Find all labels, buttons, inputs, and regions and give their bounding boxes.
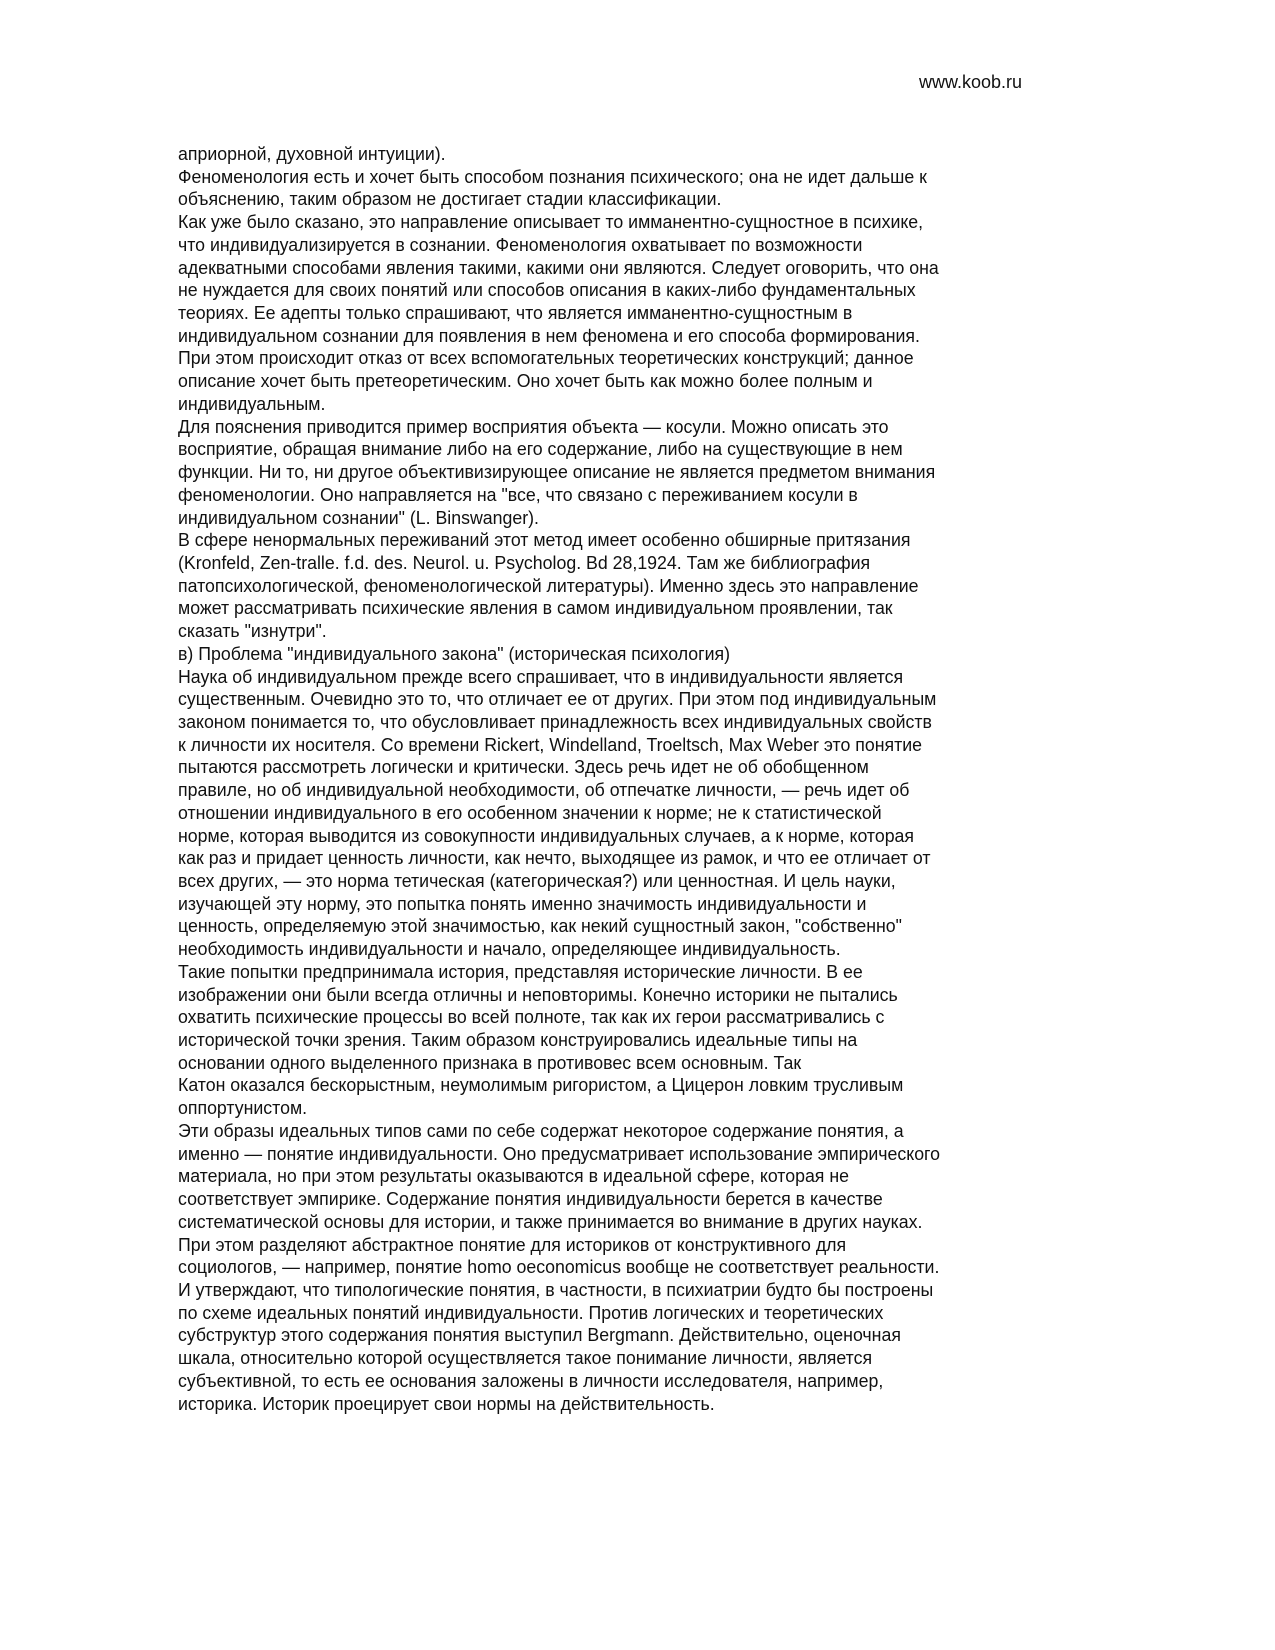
text-line: При этом происходит отказ от всех вспомогательных теоретических конструкций; данное xyxy=(178,347,914,369)
text-line: норме, которая выводится из совокупности индивидуальных случаев, а к норме, которая xyxy=(178,824,915,846)
text-line: субъективной, то есть ее основания заложены в личности исследователя, например, xyxy=(178,1369,884,1391)
text-line: функции. Ни то, ни другое объективизирующее описание не является предметом внимания xyxy=(178,461,936,483)
text-line: как раз и придает ценность личности, как нечто, выходящее из рамок, и что ее отличает от xyxy=(178,847,931,869)
text-line: оппортунистом. xyxy=(178,1097,308,1119)
text-line: объяснению, таким образом не достигает стадии классификации. xyxy=(178,188,722,210)
text-line: может рассматривать психические явления в самом индивидуальном проявлении, так xyxy=(178,597,893,619)
text-line: сказать "изнутри". xyxy=(178,620,327,642)
text-line: Наука об индивидуальном прежде всего спрашивает, что в индивидуальности является xyxy=(178,665,904,687)
text-line: феноменологии. Оно направляется на "все, что связано с переживанием косули в xyxy=(178,483,858,505)
text-line: Катон оказался бескорыстным, неумолимым ригористом, а Цицерон ловким трусливым xyxy=(178,1074,904,1096)
text-line: существенным. Очевидно это то, что отличает ее от других. При этом под индивидуальным xyxy=(178,688,937,710)
text-line: Такие попытки предпринимала история, представляя исторические личности. В ее xyxy=(178,960,863,982)
text-line: охватить психические процессы во всей полноте, так как их герои рассматривались с xyxy=(178,1006,885,1028)
text-line: патопсихологической, феноменологической литературы). Именно здесь это направление xyxy=(178,574,919,596)
text-line: всех других, — это норма тетическая (категорическая?) или ценностная. И цель науки, xyxy=(178,870,896,891)
text-line: по схеме идеальных понятий индивидуальности. Против логических и теоретических xyxy=(178,1301,884,1323)
text-line: соответствует эмпирике. Содержание понятия индивидуальности берется в качестве xyxy=(178,1188,883,1210)
text-line: законом понимается то, что обусловливает принадлежность всех индивидуальных свойств xyxy=(178,710,932,732)
text-line: изображении они были всегда отличны и неповторимы. Конечно историки не пытались xyxy=(178,983,898,1005)
text-line: что индивидуализируется в сознании. Феноменология охватывает по возможности xyxy=(178,233,863,255)
site-header-link[interactable]: www.koob.ru xyxy=(919,72,1023,92)
text-line: восприятие, обращая внимание либо на его содержание, либо на существующие в нем xyxy=(178,438,903,460)
text-line: описание хочет быть претеоретическим. Оно хочет быть как можно более полным и xyxy=(178,370,873,392)
text-line: (Kronfeld, Zen-tralle. f.d. des. Neurol. u. Psycholog. Bd 28,1924. Там же библиография xyxy=(178,551,871,573)
text-line: пытаются рассмотреть логически и критически. Здесь речь идет не об обобщенном xyxy=(178,756,869,778)
text-line: необходимость индивидуальности и начало, определяющее индивидуальность. xyxy=(178,938,841,960)
text-line: априорной, духовной интуиции). xyxy=(178,143,446,164)
text-line: Эти образы идеальных типов сами по себе содержат некоторое содержание понятия, а xyxy=(178,1119,904,1141)
text-line: социологов, — например, понятие homo oeconomicus вообще не соответствует реальности. xyxy=(178,1256,940,1278)
text-line: ценность, определяемую этой значимостью, как некий сущностный закон, "собственно" xyxy=(178,915,902,937)
text-line: индивидуальном сознании" (L. Binswanger). xyxy=(178,506,539,528)
text-line: правиле, но об индивидуальной необходимости, об отпечатке личности, — речь идет об xyxy=(178,779,910,801)
text-line: индивидуальном сознании для появления в нем феномена и его способа формирования. xyxy=(178,324,920,346)
text-line: шкала, относительно которой осуществляется такое понимание личности, является xyxy=(178,1347,873,1369)
text-line: в) Проблема "индивидуального закона" (историческая психология) xyxy=(178,642,731,664)
text-line: не нуждается для своих понятий или способов описания в каких-либо фундаментальных xyxy=(178,279,916,301)
text-line: При этом разделяют абстрактное понятие для историков от конструктивного для xyxy=(178,1233,847,1255)
text-line: отношении индивидуального в его особенном значении к норме; не к статистической xyxy=(178,801,882,823)
text-line: И утверждают, что типологические понятия, в частности, в психиатрии будто бы построены xyxy=(178,1278,934,1300)
text-line: основании одного выделенного признака в противовес всем основным. Так xyxy=(178,1051,802,1073)
text-line: Как уже было сказано, это направление описывает то имманентно-сущностное в психике, xyxy=(178,211,924,233)
text-line: систематической основы для истории, и также принимается во внимание в других науках. xyxy=(178,1210,923,1232)
text-line: субструктур этого содержания понятия выступил Bergmann. Действительно, оценочная xyxy=(178,1324,901,1346)
text-line: именно — понятие индивидуальности. Оно предусматривает использование эмпирического xyxy=(178,1142,941,1164)
text-line: историка. Историк проецирует свои нормы на действительность. xyxy=(178,1392,715,1414)
text-line: Для пояснения приводится пример восприятия объекта — косули. Можно описать это xyxy=(178,415,889,437)
document-body xyxy=(178,143,964,1415)
text-line: В сфере ненормальных переживаний этот метод имеет особенно обширные притязания xyxy=(178,529,911,551)
text-line: исторической точки зрения. Таким образом конструировались идеальные типы на xyxy=(178,1029,858,1051)
text-line: материала, но при этом результаты оказываются в идеальной сфере, которая не xyxy=(178,1165,849,1187)
text-line: индивидуальным. xyxy=(178,392,326,414)
text-line: Феноменология есть и хочет быть способом познания психического; она не идет дальше к xyxy=(178,165,927,187)
text-line: адекватными способами явления такими, какими они являются. Следует оговорить, что она xyxy=(178,256,939,278)
text-line: теориях. Ее адепты только спрашивают, что является имманентно-сущностным в xyxy=(178,302,853,324)
text-line: к личности их носителя. Со времени Rickert, Windelland, Troeltsch, Max Weber это понятие xyxy=(178,733,922,755)
text-line: изучающей эту норму, это попытка понять именно значимость индивидуальности и xyxy=(178,892,867,914)
